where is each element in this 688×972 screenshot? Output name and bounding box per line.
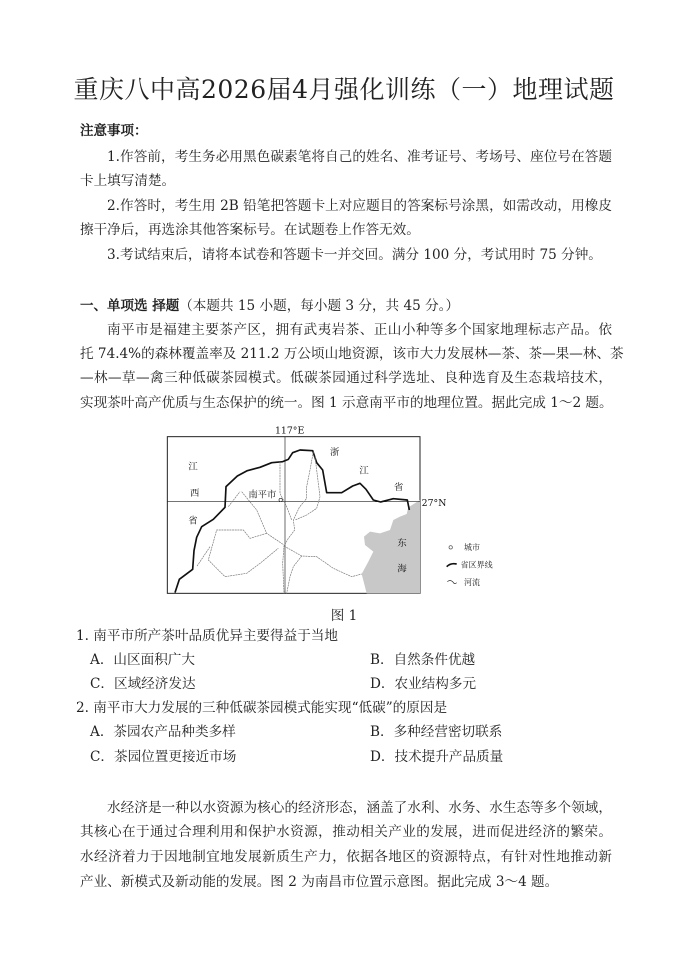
- longitude-label: 117°E: [275, 425, 305, 437]
- question-1-option-d: D．农业结构多元: [370, 676, 477, 692]
- passage-line: 产业、新模式及新动能的发展。图 2 为南昌市位置示意图。据此完成 3～4 题。: [80, 874, 559, 890]
- map-label-zhejiang: 浙: [330, 447, 340, 458]
- passage-line: 水经济着力于因地制宜地发展新质生产力，依据各地区的资源特点，有针对性地推动新: [80, 849, 612, 865]
- notice-line: 擦干净后，再选涂其他答案标号。在试题卷上作答无效。: [80, 222, 420, 238]
- question-1-stem: 1. 南平市所产茶叶品质优异主要得益于当地: [76, 628, 338, 644]
- question-1-option-c: C．区域经济发达: [90, 676, 196, 692]
- notice-line: 3.考试结束后，请将本试卷和答题卡一并交回。满分 100 分，考试用时 75 分钟。: [107, 247, 602, 263]
- map-legend: [447, 542, 493, 587]
- legend-label: 城市: [464, 543, 480, 552]
- map-label-east-sea: 海: [397, 563, 407, 575]
- map-label-jiangxi: 西: [190, 488, 200, 499]
- section-heading: 一、单项选 择题: [80, 298, 180, 314]
- map-label-jiangxi: 江: [188, 461, 198, 473]
- passage-line: 托 74.4%的森林覆盖率及 211.2 万公顷山地资源，该市大力发展林—茶、茶—果—林、茶: [80, 346, 624, 362]
- legend-label: 省区界线: [460, 560, 493, 570]
- page-title: 重庆八中高2026届4月强化训练（一）地理试题: [73, 75, 615, 104]
- province-boundary-legend-icon: [447, 564, 457, 567]
- question-2-option-b: B．多种经营密切联系: [370, 724, 503, 740]
- question-2-stem: 2. 南平市大力发展的三种低碳茶园模式能实现“低碳”的原因是: [76, 700, 448, 716]
- passage-line: —林—草—禽三种低碳茶园模式。低碳茶园通过科学选址、良种选育及生态栽培技术，: [80, 370, 612, 386]
- map-label-jiangxi: 省: [188, 515, 198, 527]
- notice-heading: 注意事项：: [80, 123, 148, 139]
- question-2-option-a: A．茶园农产品种类多样: [90, 724, 236, 740]
- notice-line: 卡上填写清楚。: [80, 173, 176, 189]
- question-2-option-d: D．技术提升产品质量: [370, 749, 504, 765]
- city-legend-icon: [449, 546, 452, 549]
- map-label-zhejiang: 省: [394, 482, 404, 493]
- legend-label: 河流: [464, 578, 480, 587]
- nanping-city-marker: [279, 498, 282, 501]
- passage-line: 实现茶叶高产优质与生态保护的统一。图 1 示意南平市的地理位置。据此完成 1～2 题。: [80, 395, 613, 411]
- notice-line: 2.作答时，考生用 2B 铅笔把答题卡上对应题目的答案标号涂黑，如需改动，用橡皮: [107, 198, 612, 214]
- passage-line: 南平市是福建主要茶产区，拥有武夷岩茶、正山小种等多个国家地理标志产品。依: [107, 322, 612, 338]
- notice-line: 1.作答前，考生务必用黑色碳素笔将自己的姓名、准考证号、考场号、座位号在答题: [107, 149, 612, 165]
- latitude-label: 27°N: [421, 498, 447, 509]
- figure-1-map: [160, 420, 520, 620]
- question-1-option-a: A．山区面积广大: [90, 652, 195, 668]
- section-header: [80, 296, 612, 316]
- map-label-zhejiang: 江: [359, 465, 369, 477]
- map-label-nanping: 南平市: [248, 489, 277, 501]
- section-note: （本题共 15 小题，每小题 3 分，共 45 分。）: [179, 298, 460, 314]
- passage-line: 水经济是一种以水资源为核心的经济形态，涵盖了水利、水务、水生态等多个领域，: [107, 800, 612, 816]
- map-label-east-sea: 东: [397, 538, 407, 549]
- figure-1-caption: 图 1: [330, 608, 358, 624]
- passage-line: 其核心在于通过合理利用和保护水资源，推动相关产业的发展，进而促进经济的繁荣。: [80, 824, 612, 840]
- river-legend-icon: [447, 581, 456, 584]
- question-1-option-b: B．自然条件优越: [370, 652, 476, 668]
- question-2-option-c: C．茶园位置更接近市场: [90, 749, 237, 765]
